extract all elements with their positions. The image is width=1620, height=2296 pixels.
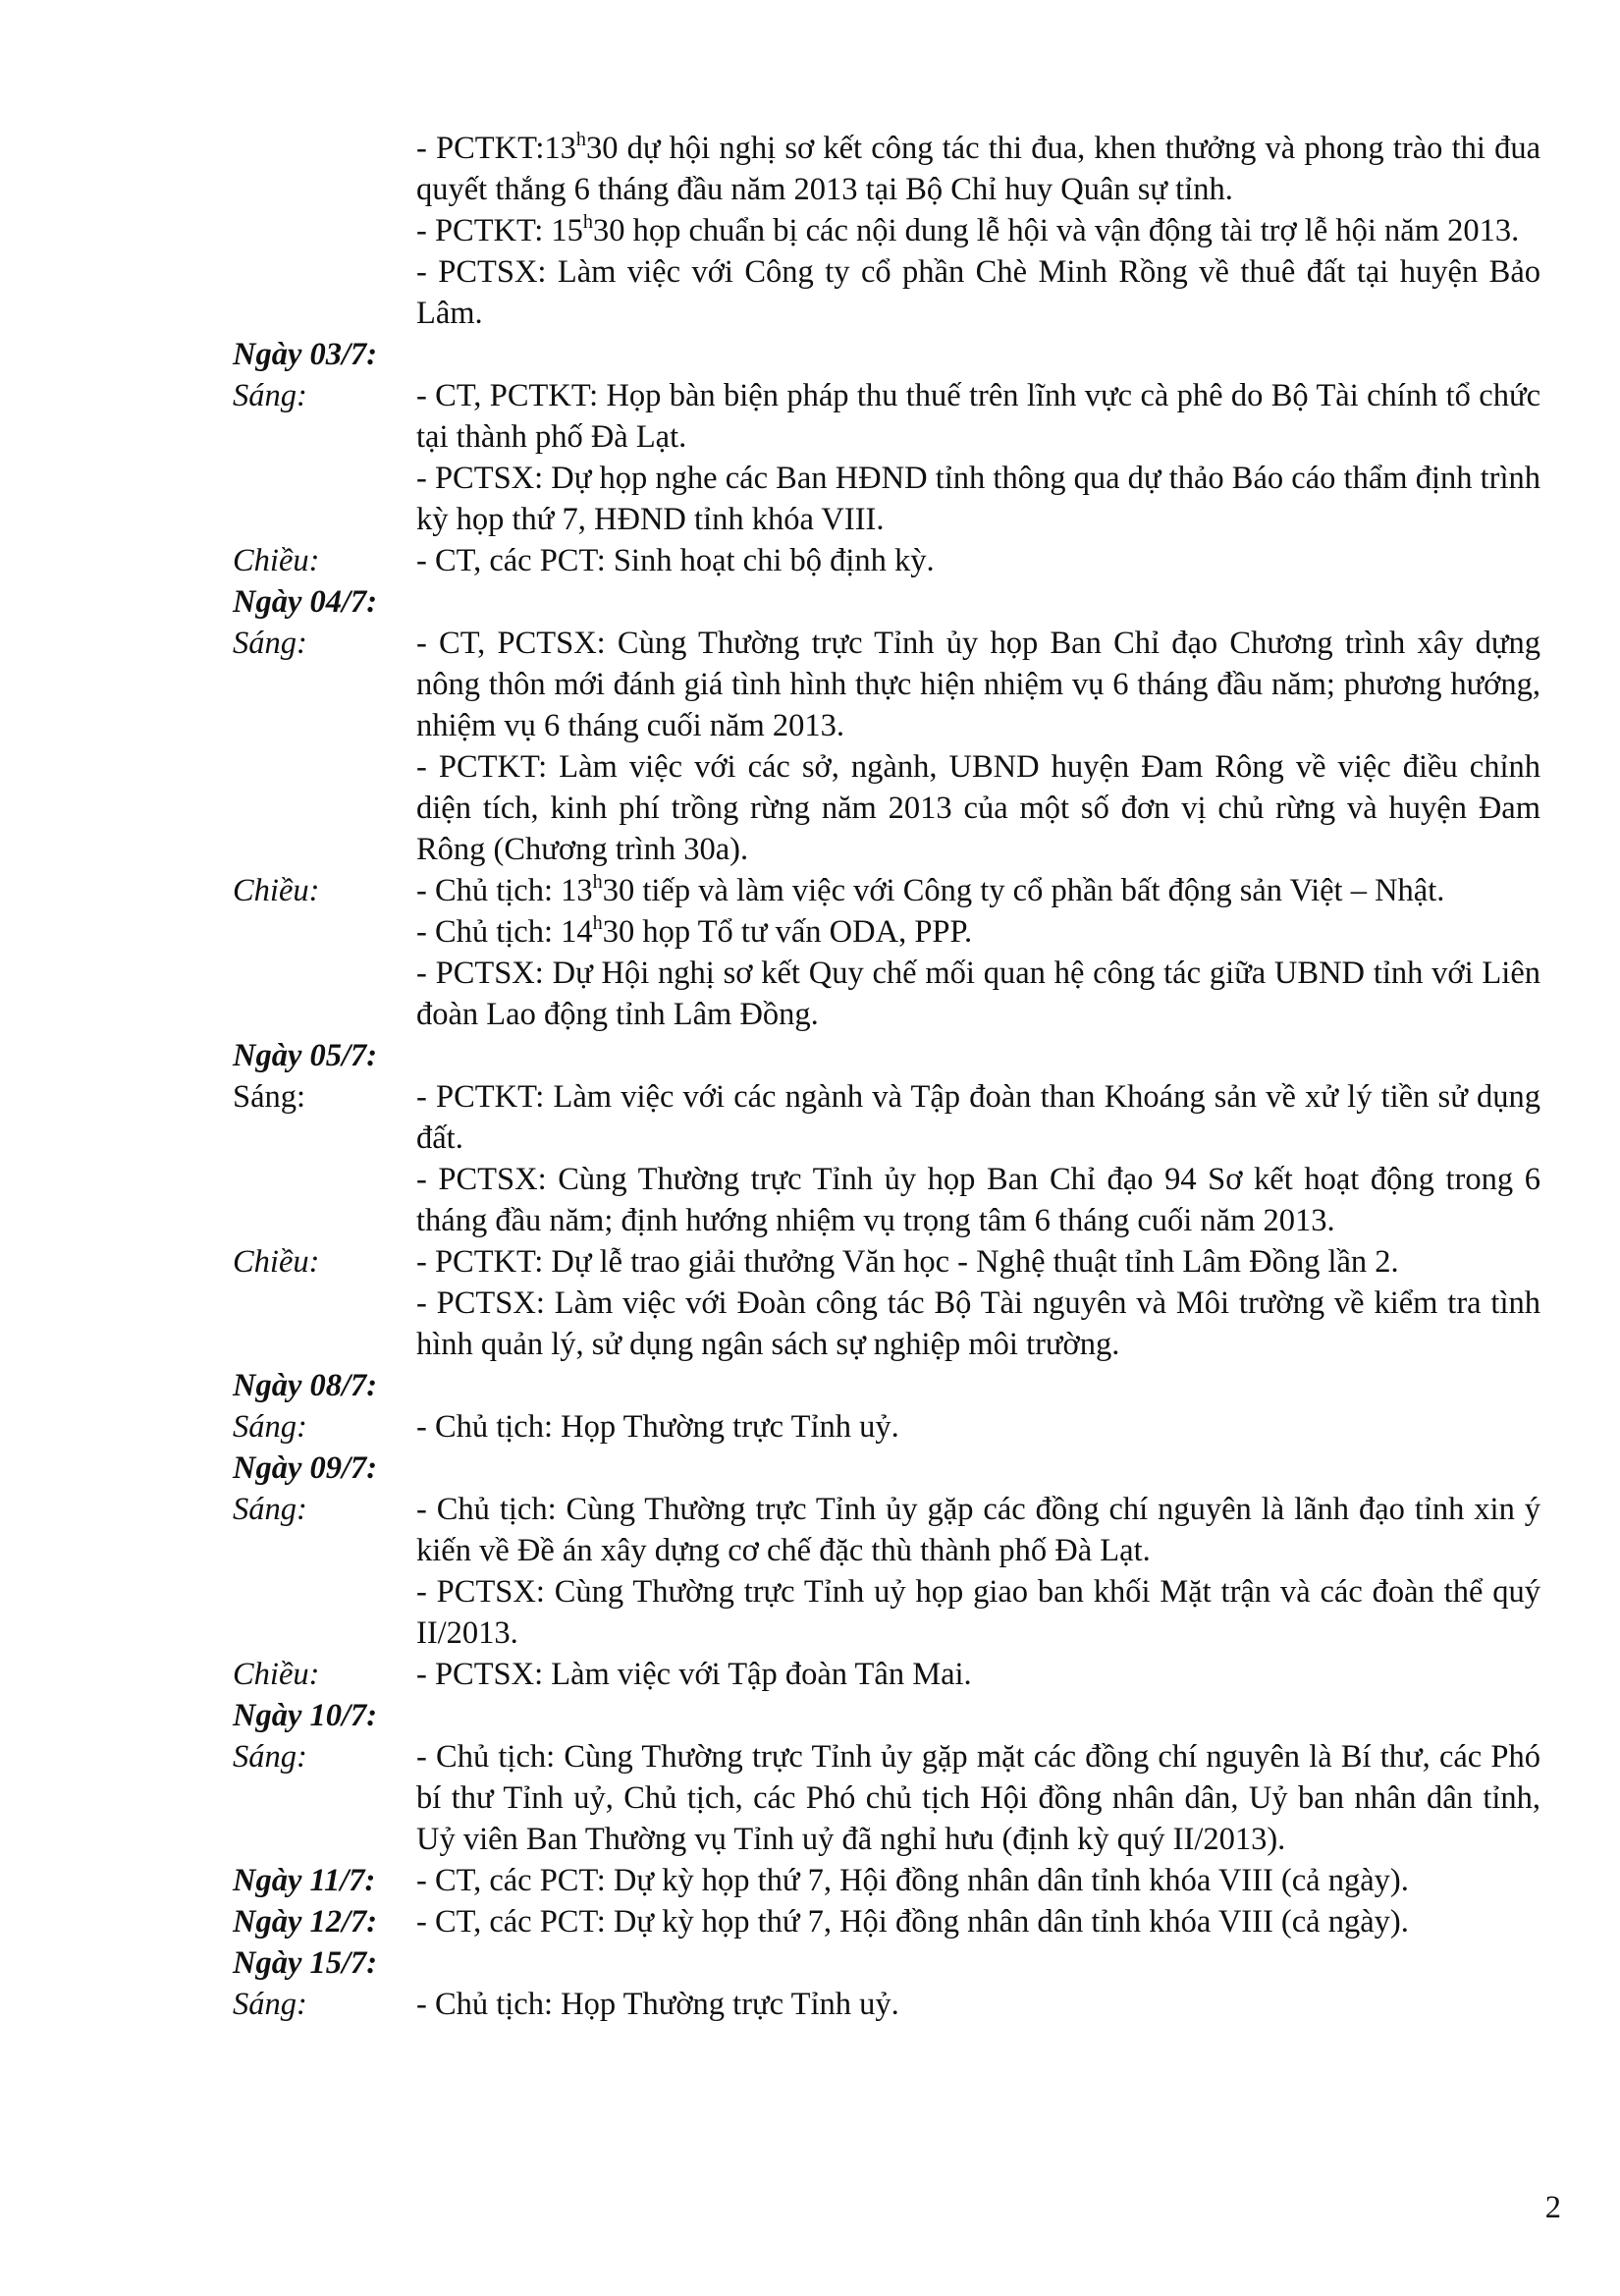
schedule-item: - CT, các PCT: Sinh hoạt chi bộ định kỳ. bbox=[416, 543, 935, 578]
session-label: Sáng: bbox=[233, 1492, 307, 1527]
day-label: Ngày 15/7: bbox=[233, 1945, 378, 1981]
entry-items bbox=[416, 1241, 1540, 1365]
session-label: Sáng: bbox=[233, 626, 307, 661]
entry-items bbox=[416, 375, 1540, 540]
day-heading bbox=[0, 1448, 1620, 1489]
schedule-item: - Chủ tịch: Họp Thường trực Tỉnh uỷ. bbox=[416, 1987, 899, 2022]
session-label: Chiều: bbox=[233, 1244, 320, 1280]
schedule-entry bbox=[0, 1406, 1620, 1448]
schedule-item: - PCTSX: Cùng Thường trực Tỉnh ủy họp Ban Chỉ đạo 94 Sơ kết hoạt động trong 6 tháng đầu năm; định hướng nhiệm vụ trọng tâm 6 tháng cuối năm 2013. bbox=[416, 1162, 1540, 1238]
session-label: Sáng: bbox=[233, 1079, 306, 1115]
schedule-entry bbox=[0, 1489, 1620, 1654]
day-heading bbox=[0, 1035, 1620, 1076]
schedule-entry bbox=[0, 1901, 1620, 1942]
schedule-item: - PCTSX: Làm việc với Công ty cổ phần Chè Minh Rồng về thuê đất tại huyện Bảo Lâm. bbox=[416, 254, 1540, 331]
schedule-item: - PCTSX: Dự Hội nghị sơ kết Quy chế mối quan hệ công tác giữa UBND tỉnh với Liên đoàn Lao động tỉnh Lâm Đồng. bbox=[416, 956, 1540, 1032]
day-heading bbox=[0, 1695, 1620, 1736]
schedule-item: - PCTKT: Dự lễ trao giải thưởng Văn học - Nghệ thuật tỉnh Lâm Đồng lần 2. bbox=[416, 1244, 1399, 1280]
schedule-item: - PCTSX: Làm việc với Tập đoàn Tân Mai. bbox=[416, 1657, 972, 1692]
schedule-entry bbox=[0, 1860, 1620, 1901]
schedule-entry bbox=[0, 870, 1620, 1035]
session-label: Sáng: bbox=[233, 378, 307, 413]
day-label: Ngày 10/7: bbox=[233, 1698, 378, 1733]
schedule-entry bbox=[0, 540, 1620, 581]
schedule-item: - Chủ tịch: Cùng Thường trực Tỉnh ủy gặp các đồng chí nguyên là lãnh đạo tỉnh xin ý kiến về Đề án xây dựng cơ chế đặc thù thành phố Đà Lạt. bbox=[416, 1492, 1540, 1568]
schedule-item: - CT, các PCT: Dự kỳ họp thứ 7, Hội đồng nhân dân tỉnh khóa VIII (cả ngày). bbox=[416, 1904, 1409, 1940]
day-label: Ngày 04/7: bbox=[233, 584, 378, 620]
entry-items bbox=[416, 128, 1540, 334]
entry-items bbox=[416, 540, 1540, 581]
schedule-item: - PCTKT: Làm việc với các sở, ngành, UBND huyện Đam Rông về việc điều chỉnh diện tích, kinh phí trồng rừng năm 2013 của một số đơn vị chủ rừng và huyện Đam Rông (Chương trình 30a). bbox=[416, 749, 1540, 867]
session-label: Chiều: bbox=[233, 543, 320, 578]
entry-items bbox=[416, 1984, 1540, 2025]
schedule-item: - PCTKT: Làm việc với các ngành và Tập đoàn than Khoáng sản về xử lý tiền sử dụng đất. bbox=[416, 1079, 1540, 1156]
schedule-item: - PCTSX: Dự họp nghe các Ban HĐND tỉnh thông qua dự thảo Báo cáo thẩm định trình kỳ họp thứ 7, HĐND tỉnh khóa VIII. bbox=[416, 461, 1540, 537]
schedule-entry bbox=[0, 623, 1620, 870]
entry-items bbox=[416, 1406, 1540, 1448]
entry-items bbox=[416, 623, 1540, 870]
entry-items bbox=[416, 1489, 1540, 1654]
day-label: Ngày 11/7: bbox=[233, 1863, 376, 1898]
session-label: Chiều: bbox=[233, 873, 320, 908]
day-label: Ngày 09/7: bbox=[233, 1450, 378, 1486]
entry-items bbox=[416, 1736, 1540, 1860]
session-label: Sáng: bbox=[233, 1739, 307, 1775]
day-heading bbox=[0, 334, 1620, 375]
schedule-item: - Chủ tịch: Họp Thường trực Tỉnh uỷ. bbox=[416, 1409, 899, 1445]
entry-items bbox=[416, 1654, 1540, 1695]
schedule-item: - Chủ tịch: 14$^h$30 họp Tổ tư vấn ODA, PPP. bbox=[416, 912, 973, 950]
schedule-item: - Chủ tịch: 13$^h$30 tiếp và làm việc với Công ty cổ phần bất động sản Việt – Nhật. bbox=[416, 871, 1445, 908]
entry-items bbox=[416, 1860, 1540, 1901]
schedule-item: - CT, PCTSX: Cùng Thường trực Tỉnh ủy họp Ban Chỉ đạo Chương trình xây dựng nông thôn mới đánh giá tình hình thực hiện nhiệm vụ 6 tháng đầu năm; phương hướng, nhiệm vụ 6 tháng cuối năm 2013. bbox=[416, 626, 1540, 743]
day-heading bbox=[0, 1365, 1620, 1406]
schedule-entry bbox=[0, 1076, 1620, 1241]
entry-items bbox=[416, 870, 1540, 1035]
schedule-entry bbox=[0, 1984, 1620, 2025]
day-label: Ngày 03/7: bbox=[233, 337, 378, 372]
day-heading bbox=[0, 1942, 1620, 1984]
schedule-entry bbox=[0, 128, 1620, 334]
page-number: 2 bbox=[1544, 2190, 1561, 2225]
schedule-item: - PCTKT:13$^h$30 dự hội nghị sơ kết công tác thi đua, khen thưởng và phong trào thi đua quyết thắng 6 tháng đầu năm 2013 tại Bộ Chỉ huy Quân sự tỉnh. bbox=[416, 129, 1540, 207]
schedule-item: - PCTSX: Làm việc với Đoàn công tác Bộ Tài nguyên và Môi trường về kiểm tra tình hình quản lý, sử dụng ngân sách sự nghiệp môi trường. bbox=[416, 1285, 1540, 1362]
entry-items bbox=[416, 1901, 1540, 1942]
day-label: Ngày 12/7: bbox=[233, 1904, 378, 1940]
session-label: Chiều: bbox=[233, 1657, 320, 1692]
schedule-item: - Chủ tịch: Cùng Thường trực Tỉnh ủy gặp mặt các đồng chí nguyên là Bí thư, các Phó bí thư Tỉnh uỷ, Chủ tịch, các Phó chủ tịch Hội đồng nhân dân, Uỷ ban nhân dân tỉnh, Uỷ viên Ban Thường vụ Tỉnh uỷ đã nghỉ hưu (định kỳ quý II/2013). bbox=[416, 1739, 1540, 1857]
schedule-item: - PCTKT: 15$^h$30 họp chuẩn bị các nội dung lễ hội và vận động tài trợ lễ hội năm 2013. bbox=[416, 211, 1520, 248]
day-label: Ngày 08/7: bbox=[233, 1368, 378, 1403]
day-label: Ngày 05/7: bbox=[233, 1038, 378, 1073]
schedule-entry bbox=[0, 1241, 1620, 1365]
schedule-document bbox=[0, 128, 1620, 2025]
schedule-entry bbox=[0, 375, 1620, 540]
day-heading bbox=[0, 581, 1620, 623]
schedule-item: - PCTSX: Cùng Thường trực Tỉnh uỷ họp giao ban khối Mặt trận và các đoàn thể quý II/2013. bbox=[416, 1574, 1540, 1651]
entry-items bbox=[416, 1076, 1540, 1241]
schedule-entry bbox=[0, 1654, 1620, 1695]
session-label: Sáng: bbox=[233, 1409, 307, 1445]
schedule-entry bbox=[0, 1736, 1620, 1860]
schedule-item: - CT, PCTKT: Họp bàn biện pháp thu thuế trên lĩnh vực cà phê do Bộ Tài chính tổ chức tại thành phố Đà Lạt. bbox=[416, 378, 1540, 455]
session-label: Sáng: bbox=[233, 1987, 307, 2022]
schedule-item: - CT, các PCT: Dự kỳ họp thứ 7, Hội đồng nhân dân tỉnh khóa VIII (cả ngày). bbox=[416, 1863, 1409, 1898]
